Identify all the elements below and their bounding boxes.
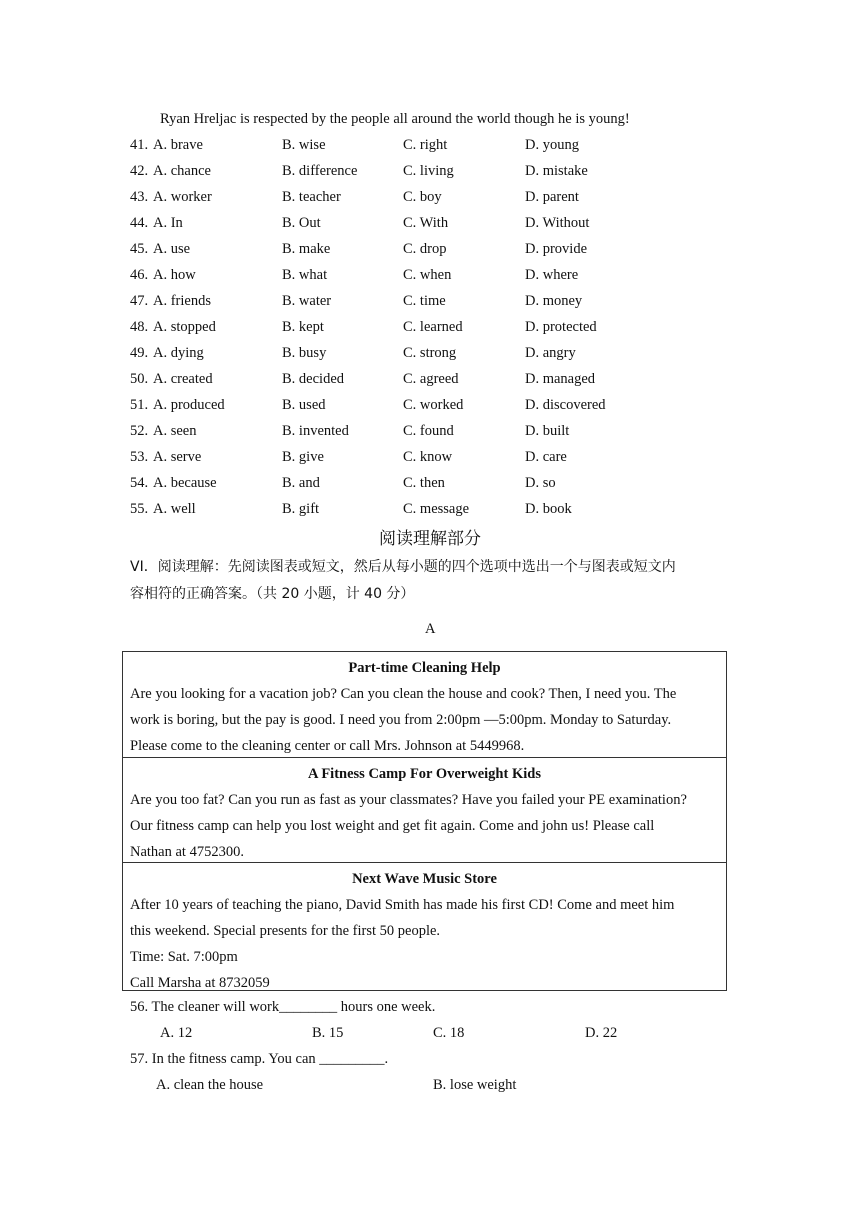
option-b: B. kept [282,319,324,335]
option-b: B. wise [282,137,326,153]
option-a: A. dying [153,345,204,361]
ad-line: Are you looking for a vacation job? Can you clean the house and cook? Then, I need you. The [130,686,677,702]
option-c: C. learned [403,319,463,335]
option-b: B. decided [282,371,345,387]
option-d: D. money [525,293,583,309]
option-a: A. In [153,215,183,231]
question-number: 55. [130,501,149,517]
option-c: C. drop [403,241,447,257]
question-number: 53. [130,449,149,465]
question-number: 47. [130,293,149,309]
option-d: D. managed [525,371,596,387]
option-b: B. teacher [282,189,341,205]
instructions-line-2: 容相符的正确答案。（共 20 小题，计 40 分） [130,586,415,602]
option-b: B. make [282,241,331,257]
question-56-option-c: C. 18 [433,1025,465,1041]
option-d: D. protected [525,319,597,335]
option-b: B. give [282,449,324,465]
option-d: D. angry [525,345,576,361]
option-c: C. strong [403,345,457,361]
question-number: 51. [130,397,149,413]
option-a: A. how [153,267,196,283]
option-b: B. busy [282,345,327,361]
question-number: 46. [130,267,149,283]
ad-line: Call Marsha at 8732059 [130,975,270,991]
option-d: D. so [525,475,556,491]
option-a: A. serve [153,449,202,465]
question-57-option-a: A. clean the house [156,1077,264,1093]
option-c: C. message [403,501,470,517]
option-a: A. created [153,371,213,387]
option-d: D. parent [525,189,579,205]
option-d: D. young [525,137,579,153]
option-c: C. boy [403,189,442,205]
option-d: D. mistake [525,163,588,179]
ad-body [123,892,726,996]
ad-music-store [123,862,726,990]
option-a: A. brave [153,137,203,153]
ad-line: Time: Sat. 7:00pm [130,949,238,965]
option-a: A. worker [153,189,212,205]
ad-cleaning-help [123,652,726,757]
option-a: A. seen [153,423,197,439]
question-number: 50. [130,371,149,387]
option-d: D. discovered [525,397,606,413]
option-b: B. difference [282,163,358,179]
ad-title: Next Wave Music Store [352,871,497,887]
question-57-stem: 57. In the fitness camp. You can _________. [130,1051,389,1067]
option-c: C. then [403,475,445,491]
option-b: B. and [282,475,320,491]
question-number: 43. [130,189,149,205]
option-d: D. provide [525,241,588,257]
option-a: A. stopped [153,319,216,335]
option-c: C. living [403,163,454,179]
option-d: D. built [525,423,570,439]
ad-title: A Fitness Camp For Overweight Kids [308,766,541,782]
question-number: 44. [130,215,149,231]
question-number: 49. [130,345,149,361]
question-number: 52. [130,423,149,439]
ad-line: After 10 years of teaching the piano, David Smith has made his first CD! Come and meet him [130,897,675,913]
section-title: 阅读理解部分 [379,529,481,549]
question-number: 42. [130,163,149,179]
ad-title: Part-time Cleaning Help [348,660,501,676]
option-b: B. gift [282,501,320,517]
question-number: 48. [130,319,149,335]
option-d: D. book [525,501,572,517]
passage-label: A [425,621,436,637]
option-c: C. know [403,449,453,465]
option-b: B. invented [282,423,349,439]
ad-fitness-camp [123,757,726,862]
option-c: C. when [403,267,452,283]
question-56-option-d: D. 22 [585,1025,618,1041]
option-d: D. care [525,449,567,465]
ad-body [123,681,726,759]
option-d: D. where [525,267,579,283]
ad-line: work is boring, but the pay is good. I need you from 2:00pm —5:00pm. Monday to Saturday. [130,712,672,728]
ad-line: this weekend. Special presents for the first 50 people. [130,923,441,939]
option-a: A. well [153,501,196,517]
question-56-option-a: A. 12 [160,1025,193,1041]
option-c: C. With [403,215,449,231]
option-a: A. use [153,241,191,257]
option-c: C. agreed [403,371,459,387]
question-number: 41. [130,137,149,153]
option-b: B. Out [282,215,321,231]
option-b: B. water [282,293,332,309]
ad-body [123,787,726,865]
question-number: 45. [130,241,149,257]
option-b: B. what [282,267,328,283]
ad-line: Nathan at 4752300. [130,844,244,860]
instructions-line-1: VI．阅读理解：先阅读图表或短文，然后从每小题的四个选项中选出一个与图表或短文内 [130,559,676,575]
question-number: 54. [130,475,149,491]
question-56-option-b: B. 15 [312,1025,344,1041]
option-c: C. found [403,423,454,439]
option-a: A. produced [153,397,225,413]
option-b: B. used [282,397,326,413]
intro-sentence: Ryan Hreljac is respected by the people all around the world though he is young! [160,111,630,127]
ad-line: Our fitness camp can help you lost weight and get fit again. Come and john us! Please call [130,818,655,834]
question-57-option-b: B. lose weight [433,1077,517,1093]
option-c: C. time [403,293,446,309]
option-c: C. worked [403,397,464,413]
option-a: A. friends [153,293,211,309]
option-a: A. chance [153,163,211,179]
option-c: C. right [403,137,448,153]
ads-table [122,651,727,991]
question-56-stem: 56. The cleaner will work________ hours one week. [130,999,436,1015]
option-d: D. Without [525,215,590,231]
ad-line: Are you too fat? Can you run as fast as your classmates? Have you failed your PE examination? [130,792,687,808]
option-a: A. because [153,475,217,491]
ad-line: Please come to the cleaning center or call Mrs. Johnson at 5449968. [130,738,525,754]
